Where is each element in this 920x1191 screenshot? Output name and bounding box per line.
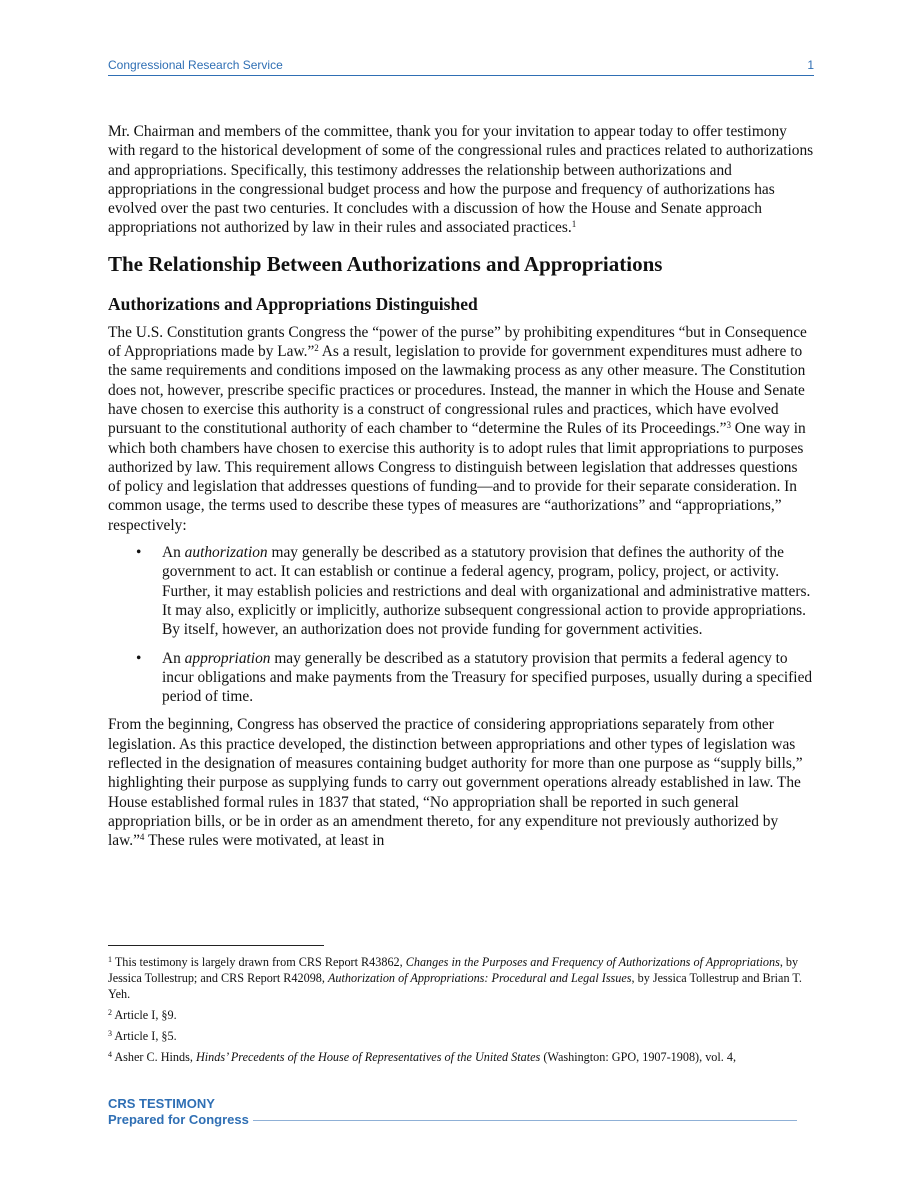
footnote-text: Article I, §9. [112,1008,177,1022]
intro-text: Mr. Chairman and members of the committee, thank you for your invitation to appear today to offer testimony with regard to the historical development of some of the congressional rules and practices related to authorizations and appropriations. Specifically, this testimony addresses the relationship between authorizations and appropriations in the congressional budget process and how the purpose and frequency of authorizations has evolved over the past two centuries. It concludes with a discussion of how the House and Senate approach appropriations not authorized by law in their rules and associated practices. [108,123,814,237]
footnote-1 [108,954,814,1002]
document-body [108,122,814,851]
para2-text-a: From the beginning, Congress has observed the practice of considering appropriations separately from other legislation. As this practice developed, the distinction between appropriations and other types of legislation was reflected in the designation of measures containing budget authority for more than one purpose as “supply bills,” highlighting their purpose as supplying funds to carry out government operations already established in law. The House established formal rules in 1837 that stated, “No appropriation shall be reported in such general appropriation bills, or be in order as an amendment thereto, for any expenditure not previously authorized by law.” [108,716,803,850]
footer-subtitle: Prepared for Congress [108,1112,249,1127]
footnote-4 [108,1049,814,1065]
footnote-text: , by Jessica Tollestrup; and CRS Report R42098, [108,955,799,985]
header-org: Congressional Research Service [108,58,283,72]
paragraph-history [108,715,814,850]
footnotes [108,954,814,1070]
bullet-marker: • [136,544,142,562]
section-heading: The Relationship Between Authorizations and Appropriations [108,251,663,276]
list-item-appropriation [108,649,814,707]
footnote-divider [108,945,324,946]
footnote-ref-1[interactable]: 1 [571,219,577,230]
subsection-heading: Authorizations and Appropriations Distinguished [108,293,478,314]
bullet-marker: • [136,649,142,667]
footnote-number: 1 [108,955,112,964]
footnote-title: Hinds’ Precedents of the House of Representatives of the United States [195,1050,541,1064]
footnote-title: Authorization of Appropriations: Procedural and Legal Issues [327,971,632,985]
footnote-ref-3[interactable]: 3 [726,420,731,431]
intro-paragraph [108,122,814,238]
footnote-number: 4 [108,1050,112,1059]
footnote-2 [108,1007,814,1023]
footnote-ref-2[interactable]: 2 [314,343,319,354]
term-appropriation: appropriation [184,649,271,667]
para2-text-b: These rules were motivated, at least in [144,832,385,850]
footnote-3 [108,1028,814,1044]
bullet-lead: An [162,544,185,562]
bullet-text: may generally be described as a statutory provision that defines the authority of the government to act. It can establish or continue a federal agency, program, policy, project, or activity. Further, it may establish policies and restrictions and deal with organizational and administrative matters. It may also, explicitly or implicitly, authorize subsequent congressional action to provide appropriations. By itself, however, an authorization does not provide funding for government activities. [162,544,811,639]
footnote-text: Asher C. Hinds, [112,1050,196,1064]
footer-title: CRS TESTIMONY [108,1096,215,1111]
footnote-number: 2 [108,1008,112,1017]
definition-list [108,543,814,706]
para1-text-c: One way in which both chambers have chosen to exercise this authority is to adopt rules that limit appropriations to purposes authorized by law. This requirement allows Congress to distinguish between legislation that addresses questions of policy and legislation that addresses questions of funding—and to provide for their separate consideration. In common usage, the terms used to describe these types of measures are “authorizations” and “appropriations,” respectively: [108,420,806,534]
footer-rule [253,1120,797,1121]
footnote-text: This testimony is largely drawn from CRS Report R43862, [112,955,406,969]
footnote-title: Changes in the Purposes and Frequency of Authorizations of Appropriations [405,955,780,969]
para1-text-b: As a result, legislation to provide for government expenditures must adhere to the same requirements and conditions imposed on the lawmaking process as any other measure. The Constitution does not, however, prescribe specific practices or procedures. Instead, the manner in which the House and Senate have chosen to exercise this authority is a construct of congressional rules and practices, which have evolved pursuant to the constitutional authority of each chamber to “determine the Rules of its Proceedings.” [108,343,806,438]
footnote-text: , by Jessica Tollestrup and Brian T. Yeh. [108,971,802,1001]
para1-text-a: The U.S. Constitution grants Congress the “power of the purse” by prohibiting expenditures “but in Consequence of Appropriations made by Law.” [108,323,807,361]
bullet-lead: An [162,649,185,667]
page-header [108,58,814,76]
footnote-text: (Washington: GPO, 1907-1908), vol. 4, [540,1050,737,1064]
list-item-authorization [108,543,814,639]
paragraph-power-of-purse [108,323,814,535]
term-authorization: authorization [184,544,268,562]
header-page-number: 1 [807,58,814,72]
footnote-text: Article I, §5. [112,1029,177,1043]
footnote-ref-4[interactable]: 4 [139,832,145,843]
footnote-number: 3 [108,1029,112,1038]
bullet-text: may generally be described as a statutory provision that permits a federal agency to incur obligations and make payments from the Treasury for specified purposes, usually during a specified period of time. [162,649,813,706]
